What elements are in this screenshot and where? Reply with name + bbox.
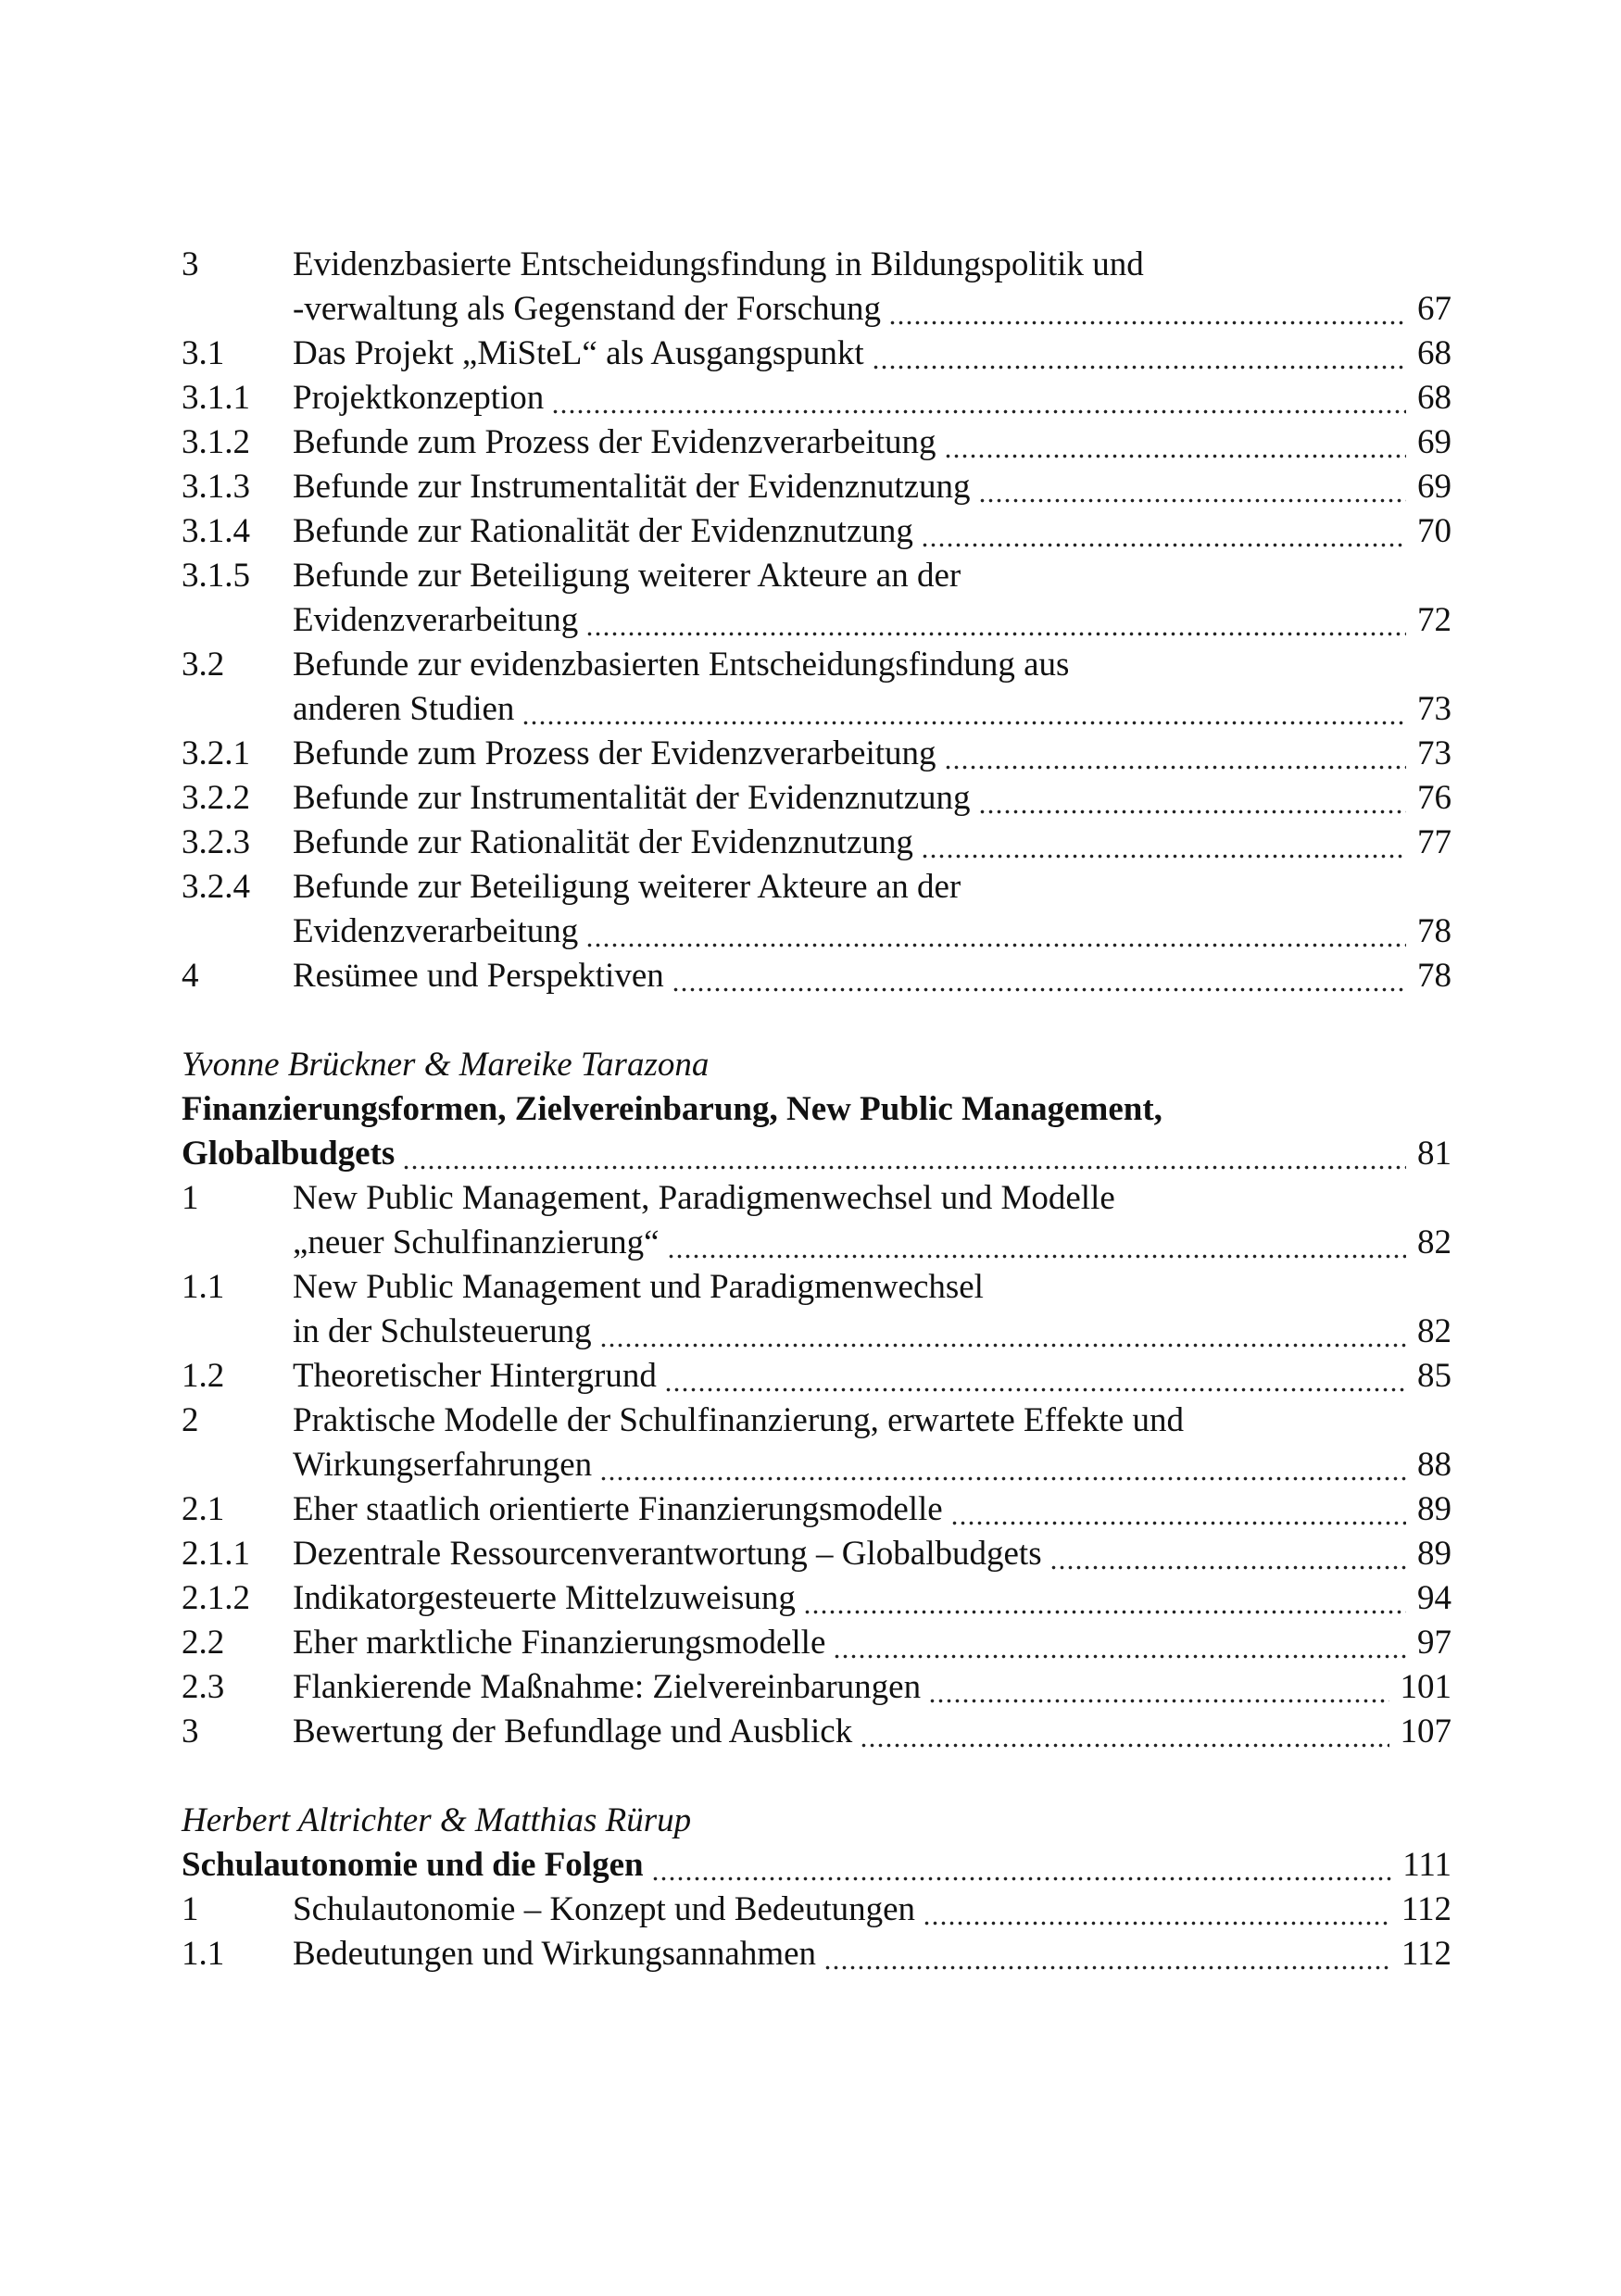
page-number: 97 — [1417, 1624, 1451, 1662]
toc-entry-continued — [182, 1221, 1451, 1265]
entry-title: Eher marktliche Finanzierungsmodelle — [293, 1624, 826, 1662]
dot-leader — [944, 732, 1451, 776]
entry-title: -verwaltung als Gegenstand der Forschung — [293, 290, 881, 328]
section-number: 3 — [182, 1713, 199, 1750]
page-number: 77 — [1417, 823, 1451, 861]
entry-title: in der Schulsteuerung — [293, 1312, 592, 1350]
entry-title: Globalbudgets — [182, 1135, 396, 1173]
page-number: 112 — [1401, 1935, 1451, 1973]
dot-leader — [803, 1576, 1451, 1621]
leader-dots — [888, 287, 1406, 332]
section-number: 2.3 — [182, 1668, 225, 1706]
page-number: 69 — [1417, 423, 1451, 461]
dot-leader — [921, 509, 1451, 554]
entry-title: Dezentrale Ressourcenverantwortung – Globalbudgets — [293, 1535, 1042, 1573]
leader-dots — [921, 821, 1406, 865]
leader-dots — [803, 1576, 1406, 1621]
leader-dots — [944, 420, 1406, 465]
section-number: 3.2.2 — [182, 779, 250, 817]
dot-leader — [872, 332, 1451, 376]
page-number: 107 — [1400, 1713, 1451, 1750]
author-names: Herbert Altrichter & Matthias Rürup — [182, 1801, 692, 1839]
toc-entry-continued — [182, 1310, 1451, 1354]
author-names: Yvonne Brückner & Mareike Tarazona — [182, 1046, 710, 1084]
table-of-contents — [182, 243, 1451, 1976]
section-number: 3.2.1 — [182, 734, 250, 772]
section-number: 2.1.1 — [182, 1535, 250, 1573]
section-number: 3.1.2 — [182, 423, 250, 461]
toc-entry — [182, 243, 1451, 287]
leader-dots — [978, 465, 1406, 509]
page-number: 73 — [1417, 690, 1451, 728]
dot-leader — [950, 1487, 1451, 1532]
page-number: 94 — [1417, 1579, 1451, 1617]
toc-entry — [182, 1176, 1451, 1221]
toc-entry — [182, 865, 1451, 910]
page-number: 89 — [1417, 1490, 1451, 1528]
page-number: 85 — [1417, 1357, 1451, 1395]
toc-entry-continued — [182, 910, 1451, 954]
toc-entry — [182, 1399, 1451, 1443]
entry-title: Resümee und Perspektiven — [293, 957, 664, 995]
chapter-title-continued — [182, 1132, 1451, 1176]
page-number: 67 — [1417, 290, 1451, 328]
entry-title: New Public Management und Paradigmenwechsel — [293, 1268, 984, 1306]
entry-title: Projektkonzeption — [293, 379, 545, 417]
entry-title: Theoretischer Hintergrund — [293, 1357, 657, 1395]
dot-leader — [888, 287, 1451, 332]
section-number: 1 — [182, 1179, 199, 1217]
toc-entry — [182, 643, 1451, 687]
page-number: 101 — [1400, 1668, 1451, 1706]
entry-title: Evidenzverarbeitung — [293, 912, 579, 950]
section-number: 1.1 — [182, 1935, 225, 1973]
entry-title: Wirkungserfahrungen — [293, 1446, 593, 1484]
leader-dots — [823, 1932, 1390, 1976]
leader-dots — [978, 776, 1406, 821]
entry-title: Befunde zur Rationalität der Evidenznutzung — [293, 823, 913, 861]
section-number: 3.1.3 — [182, 468, 250, 506]
section-number: 3.2 — [182, 646, 225, 684]
section-number: 2 — [182, 1401, 199, 1439]
leader-dots — [599, 1310, 1406, 1354]
entry-title: Das Projekt „MiSteL“ als Ausgangspunkt — [293, 334, 864, 372]
leader-dots — [944, 732, 1406, 776]
page-number: 82 — [1417, 1223, 1451, 1261]
leader-dots — [651, 1843, 1391, 1888]
page-number: 112 — [1401, 1890, 1451, 1928]
leader-dots — [672, 954, 1406, 998]
dot-leader — [651, 1843, 1451, 1888]
entry-title: Schulautonomie und die Folgen — [182, 1846, 644, 1884]
entry-title: „neuer Schulfinanzierung“ — [293, 1223, 660, 1261]
dot-leader — [585, 598, 1451, 643]
page-number: 68 — [1417, 334, 1451, 372]
page-number: 76 — [1417, 779, 1451, 817]
dot-leader — [585, 910, 1451, 954]
toc-entry-continued — [182, 1443, 1451, 1487]
leader-dots — [860, 1710, 1389, 1754]
page-number: 89 — [1417, 1535, 1451, 1573]
entry-title: Befunde zur Beteiligung weiterer Akteure an der — [293, 557, 961, 595]
toc-entry — [182, 1665, 1451, 1710]
dot-leader — [860, 1710, 1451, 1754]
chapter-authors — [182, 1043, 1451, 1087]
toc-entry — [182, 1710, 1451, 1754]
entry-title: Befunde zum Prozess der Evidenzverarbeitung — [293, 734, 936, 772]
leader-dots — [921, 509, 1406, 554]
entry-title: Flankierende Maßnahme: Zielvereinbarungen — [293, 1668, 922, 1706]
toc-entry — [182, 420, 1451, 465]
chapter-title — [182, 1087, 1451, 1132]
dot-leader — [521, 687, 1451, 732]
toc-entry — [182, 954, 1451, 998]
entry-title: Befunde zur Rationalität der Evidenznutzung — [293, 512, 913, 550]
entry-title: Evidenzverarbeitung — [293, 601, 579, 639]
leader-dots — [872, 332, 1406, 376]
dot-leader — [551, 376, 1451, 420]
entry-title: Indikatorgesteuerte Mittelzuweisung — [293, 1579, 796, 1617]
section-number: 2.2 — [182, 1624, 225, 1662]
leader-dots — [923, 1888, 1390, 1932]
toc-entry-continued — [182, 687, 1451, 732]
entry-title: Befunde zur Instrumentalität der Evidenznutzung — [293, 468, 971, 506]
dot-leader — [672, 954, 1451, 998]
toc-entry — [182, 1621, 1451, 1665]
toc-entry — [182, 776, 1451, 821]
section-number: 1.2 — [182, 1357, 225, 1395]
page-number: 81 — [1417, 1135, 1451, 1173]
dot-leader — [599, 1310, 1451, 1354]
toc-entry — [182, 821, 1451, 865]
entry-title: Bedeutungen und Wirkungsannahmen — [293, 1935, 817, 1973]
dot-leader — [921, 821, 1451, 865]
dot-leader — [823, 1932, 1451, 1976]
page-number: 111 — [1402, 1846, 1451, 1884]
page-number: 78 — [1417, 912, 1451, 950]
page-number: 82 — [1417, 1312, 1451, 1350]
entry-title: Befunde zum Prozess der Evidenzverarbeitung — [293, 423, 936, 461]
section-number: 1 — [182, 1890, 199, 1928]
section-number: 3.1 — [182, 334, 225, 372]
leader-dots — [402, 1132, 1406, 1176]
page-number: 69 — [1417, 468, 1451, 506]
section-number: 3.2.4 — [182, 868, 250, 906]
toc-entry — [182, 732, 1451, 776]
leader-dots — [521, 687, 1406, 732]
entry-title: Praktische Modelle der Schulfinanzierung, erwartete Effekte und — [293, 1401, 1184, 1439]
leader-dots — [551, 376, 1406, 420]
chapter-title-text: Finanzierungsformen, Zielvereinbarung, New Public Management, — [182, 1090, 1162, 1128]
entry-title: Befunde zur Instrumentalität der Evidenznutzung — [293, 779, 971, 817]
leader-dots — [950, 1487, 1406, 1532]
toc-entry — [182, 332, 1451, 376]
entry-title: Befunde zur Beteiligung weiterer Akteure an der — [293, 868, 961, 906]
section-gap — [182, 998, 1451, 1043]
dot-leader — [833, 1621, 1451, 1665]
entry-title: New Public Management, Paradigmenwechsel und Modelle — [293, 1179, 1115, 1217]
toc-entry — [182, 1487, 1451, 1532]
toc-entry — [182, 509, 1451, 554]
dot-leader — [667, 1221, 1451, 1265]
dot-leader — [944, 420, 1451, 465]
section-number: 2.1.2 — [182, 1579, 250, 1617]
toc-entry — [182, 1354, 1451, 1399]
leader-dots — [833, 1621, 1406, 1665]
page-number: 73 — [1417, 734, 1451, 772]
dot-leader — [1049, 1532, 1451, 1576]
leader-dots — [599, 1443, 1406, 1487]
toc-entry — [182, 554, 1451, 598]
dot-leader — [978, 776, 1451, 821]
toc-entry — [182, 1576, 1451, 1621]
dot-leader — [402, 1132, 1451, 1176]
section-number: 2.1 — [182, 1490, 225, 1528]
leader-dots — [1049, 1532, 1406, 1576]
section-number: 1.1 — [182, 1268, 225, 1306]
dot-leader — [599, 1443, 1451, 1487]
page-number: 78 — [1417, 957, 1451, 995]
chapter-authors — [182, 1799, 1451, 1843]
entry-title: Bewertung der Befundlage und Ausblick — [293, 1713, 853, 1750]
leader-dots — [585, 910, 1406, 954]
section-number: 3 — [182, 245, 199, 283]
page-number: 72 — [1417, 601, 1451, 639]
toc-entry — [182, 1932, 1451, 1976]
dot-leader — [928, 1665, 1451, 1710]
toc-entry — [182, 376, 1451, 420]
leader-dots — [664, 1354, 1406, 1399]
dot-leader — [978, 465, 1451, 509]
section-number: 4 — [182, 957, 199, 995]
section-number: 3.2.3 — [182, 823, 250, 861]
section-number: 3.1.1 — [182, 379, 250, 417]
leader-dots — [667, 1221, 1406, 1265]
toc-entry-continued — [182, 287, 1451, 332]
page-number: 70 — [1417, 512, 1451, 550]
entry-title: Befunde zur evidenzbasierten Entscheidungsfindung aus — [293, 646, 1070, 684]
entry-title: anderen Studien — [293, 690, 515, 728]
section-gap — [182, 1754, 1451, 1799]
page-number: 88 — [1417, 1446, 1451, 1484]
entry-title: Evidenzbasierte Entscheidungsfindung in Bildungspolitik und — [293, 245, 1144, 283]
toc-entry — [182, 1532, 1451, 1576]
section-number: 3.1.4 — [182, 512, 250, 550]
dot-leader — [923, 1888, 1451, 1932]
leader-dots — [928, 1665, 1389, 1710]
entry-title: Schulautonomie – Konzept und Bedeutungen — [293, 1890, 916, 1928]
entry-title: Eher staatlich orientierte Finanzierungsmodelle — [293, 1490, 943, 1528]
toc-entry — [182, 1265, 1451, 1310]
leader-dots — [585, 598, 1406, 643]
toc-entry-continued — [182, 598, 1451, 643]
page-number: 68 — [1417, 379, 1451, 417]
toc-entry — [182, 1888, 1451, 1932]
chapter-title — [182, 1843, 1451, 1888]
toc-entry — [182, 465, 1451, 509]
dot-leader — [664, 1354, 1451, 1399]
section-number: 3.1.5 — [182, 557, 250, 595]
